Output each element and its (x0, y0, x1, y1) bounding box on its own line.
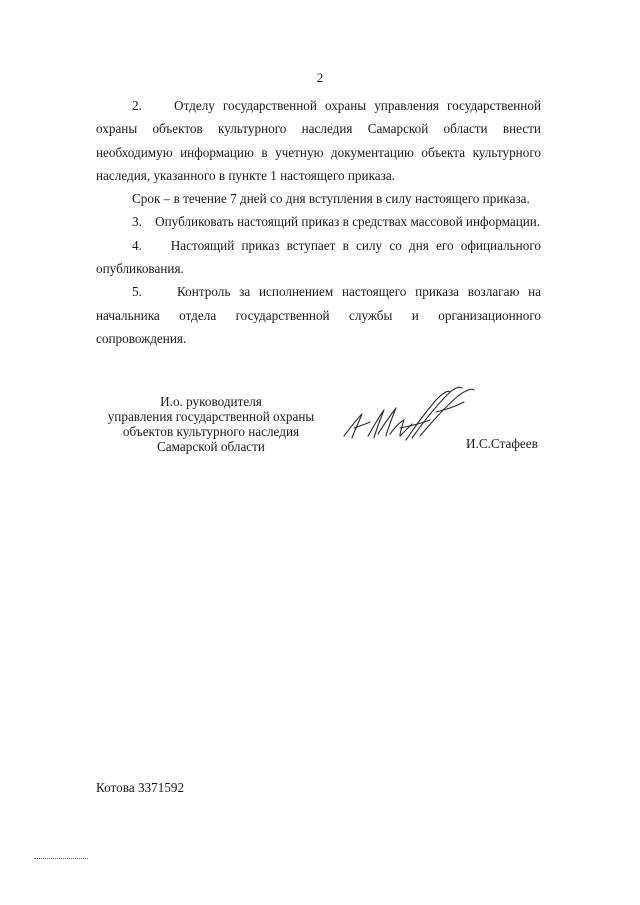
signatory-region-line: Самарской области (157, 439, 265, 454)
footer-divider (34, 858, 88, 859)
paragraph-item-5: 5. Контроль за исполнением настоящего приказа возлагаю на начальника отдела государственной службы и организационного сопровождения. (96, 284, 541, 346)
signatory-position-line: И.о. руководителя (160, 394, 262, 409)
handwritten-signature (340, 384, 480, 450)
executor-contact: Котова 3371592 (96, 780, 185, 795)
paragraph-item-2: 2. Отделу государственной охраны управления государственной охраны объектов культурного наследия Самарской области внести необходимую информацию в учетную документацию объекта культурного наследия, указанного в пункте 1 настоящего приказа. (96, 98, 541, 183)
signer-name: И.С.Стафеев (466, 436, 538, 451)
signatory-organization-line: управления государственной охраны (107, 409, 315, 424)
paragraph-item-4: 4. Настоящий приказ вступает в силу со дня его официального опубликования. (96, 237, 541, 277)
paragraph-deadline: Срок – в течение 7 дней со дня вступления в силу настоящего приказа. (132, 191, 530, 207)
document-body (96, 94, 541, 350)
signatory-title (96, 394, 326, 454)
paragraph-item-3: 3. Опубликовать настоящий приказ в средствах массовой информации. (132, 214, 541, 230)
signatory-organization-line: объектов культурного наследия (122, 424, 300, 439)
page-number: 2 (316, 70, 324, 85)
